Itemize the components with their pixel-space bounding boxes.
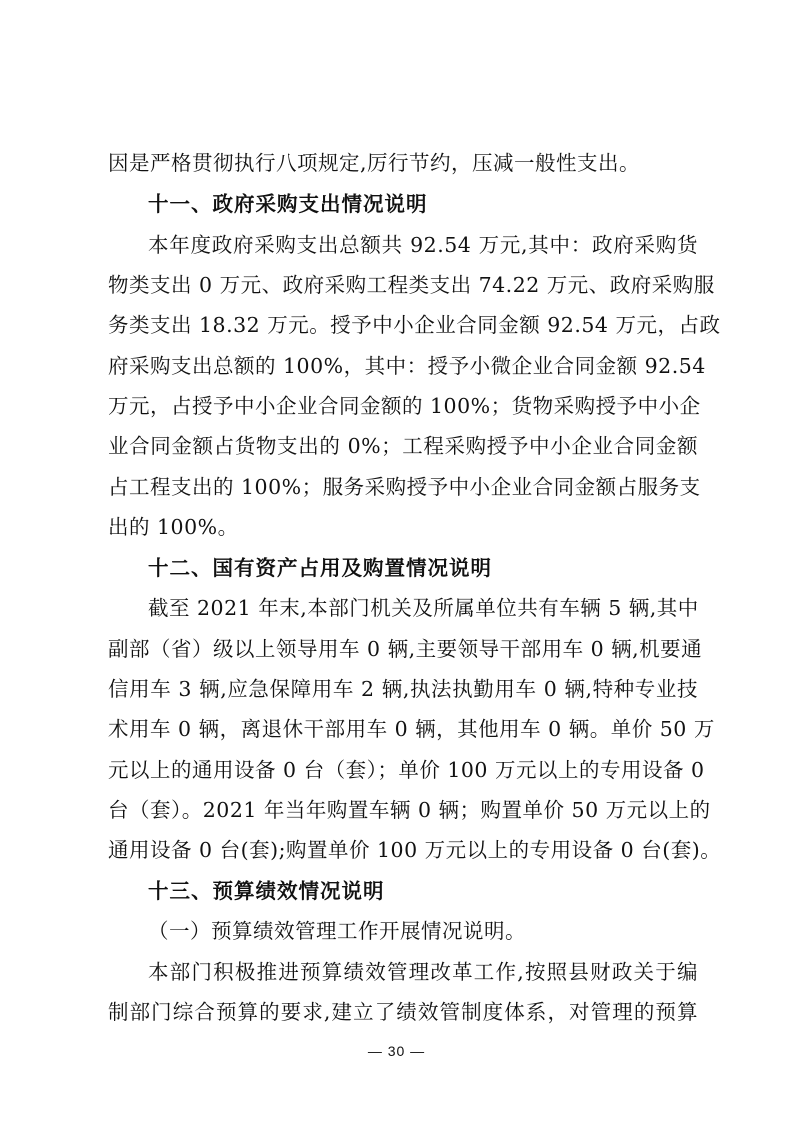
paragraph-line: 台（套）。2021 年当年购置车辆 0 辆；购置单价 50 万元以上的 (108, 798, 711, 822)
paragraph-line: 通用设备 0 台(套);购置单价 100 万元以上的专用设备 0 台(套)。 (108, 838, 722, 862)
paragraph-line: 制部门综合预算的要求,建立了绩效管制度体系，对管理的预算 (108, 1000, 698, 1024)
page-number: — 30 — (367, 1043, 426, 1059)
paragraph-line: 府采购支出总额的 100%，其中：授予小微企业合同金额 92.54 (108, 354, 706, 378)
paragraph-line: 本部门积极推进预算绩效管理改革工作,按照县财政关于编 (148, 960, 698, 984)
subsection-heading: （一）预算绩效管理工作开展情况说明。 (148, 919, 526, 943)
paragraph-line: 元以上的通用设备 0 台（套）；单价 100 万元以上的专用设备 0 (108, 758, 705, 782)
paragraph-line: 因是严格贯彻执行八项规定,厉行节约，压减一般性支出。 (108, 151, 641, 175)
paragraph-line: 业合同金额占货物支出的 0%；工程采购授予中小企业合同金额 (108, 434, 698, 458)
paragraph-line: 出的 100%。 (108, 515, 239, 539)
section-heading-government-procurement: 十一、政府采购支出情况说明 (148, 192, 428, 216)
section-heading-budget-performance: 十三、预算绩效情况说明 (148, 879, 385, 903)
paragraph-line: 本年度政府采购支出总额共 92.54 万元,其中：政府采购货 (148, 233, 698, 257)
section-heading-state-assets: 十二、国有资产占用及购置情况说明 (148, 556, 492, 580)
paragraph-line: 信用车 3 辆,应急保障用车 2 辆,执法执勤用车 0 辆,特种专业技 (108, 677, 698, 701)
paragraph-line: 副部（省）级以上领导用车 0 辆,主要领导干部用车 0 辆,机要通 (108, 637, 703, 661)
paragraph-line: 术用车 0 辆，离退休干部用车 0 辆，其他用车 0 辆。单价 50 万 (108, 717, 715, 741)
paragraph-line: 截至 2021 年末,本部门机关及所属单位共有车辆 5 辆,其中 (148, 596, 699, 620)
paragraph-line: 占工程支出的 100%；服务采购授予中小企业合同金额占服务支 (108, 475, 701, 499)
paragraph-line: 物类支出 0 万元、政府采购工程类支出 74.22 万元、政府采购服 (108, 273, 715, 297)
paragraph-line: 务类支出 18.32 万元。授予中小企业合同金额 92.54 万元，占政 (108, 313, 721, 337)
paragraph-line: 万元，占授予中小企业合同金额的 100%；货物采购授予中小企 (108, 394, 701, 418)
